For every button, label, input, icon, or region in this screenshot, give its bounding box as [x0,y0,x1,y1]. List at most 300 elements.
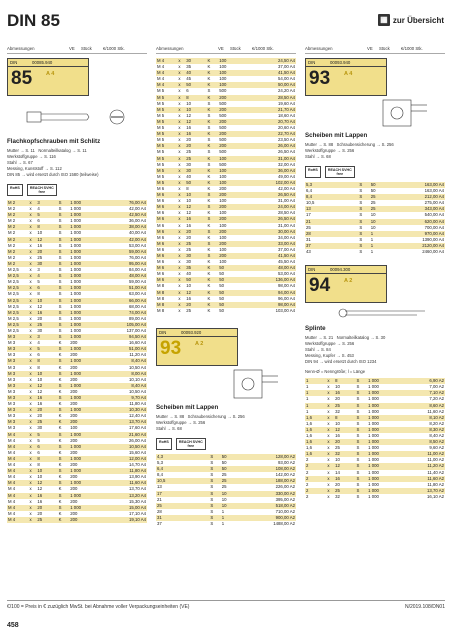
table-cell: 10 [36,377,57,383]
table-cell: S [58,212,70,218]
table-cell: S [58,334,70,340]
table-cell: 16 [36,401,57,407]
column-din85-cont [156,46,296,527]
table-cell: 9,70 A4 [98,395,147,401]
table-cell: 50 [218,277,247,283]
table-cell: 5,3 [305,182,358,188]
table-cell: 45 [185,76,206,82]
table-cell: S [209,503,220,509]
table-cell: 710,00 A2 [249,509,297,515]
table-cell: M 5 [156,180,177,186]
table-cell: 5 [36,212,57,218]
table-cell: x [177,277,185,283]
table-cell: x [177,113,185,119]
table-cell: 16 [334,390,355,396]
table-cell: 1 [305,403,326,409]
page-title: DIN 85 [7,11,60,30]
table-cell: 25 [36,517,57,523]
table-cell: M 2 [7,255,29,261]
table-cell: M 5 [156,101,177,107]
table-cell: 30 [185,168,206,174]
table-cell: M 5 [156,149,177,155]
table-cell: S [209,454,220,460]
table-cell: S [58,316,70,322]
table-cell: 100 [218,168,247,174]
table-cell: 8 [334,378,355,384]
table-cell: M 6 [156,253,177,259]
table-cell: 12 [334,427,355,433]
table-cell: 137,00 A4 [98,328,147,334]
table-cell: 500 [218,137,247,143]
table-cell: 620,00 A4 [398,219,446,225]
table-cell: 16 [185,296,206,302]
table-cell: M 6 [156,198,177,204]
table-cell: M 4 [7,505,29,511]
table-cell: x [29,358,37,364]
rohs-badge: RoHS [156,438,172,450]
table-cell: M 6 [156,210,177,216]
table-cell: 26,50 A4 [247,192,296,198]
table-cell: x [29,480,37,486]
table-cell: 66,00 A4 [98,298,147,304]
table-cell: x [29,243,37,249]
table-cell: 25 [36,255,57,261]
table-cell: 12 [185,204,206,210]
table-cell: 1 000 [69,444,98,450]
table-cell: 16,10 A2 [396,494,445,500]
table-cell: x [177,101,185,107]
table-cell: M 3 [7,389,29,395]
table-cell: 500 [218,125,247,131]
table-cell: S [209,491,220,497]
table-cell: M 5 [156,174,177,180]
table-cell: 200 [69,511,98,517]
table-cell: M 2,5 [7,328,29,334]
table-cell: 1 000 [367,415,396,421]
table-cell: 200 [69,413,98,419]
table-cell: x [177,290,185,296]
table-cell: x [29,212,37,218]
table-row [7,517,147,523]
table-cell: 6,90 A2 [396,378,445,384]
table-cell: 10 [334,457,355,463]
column-header: Abmessungen VE Stück €/1000 Stk. [156,46,296,54]
table-cell: S [358,219,369,225]
table-cell: 13,70 A4 [98,486,147,492]
table-cell: M 4 [7,438,29,444]
table-cell: 30 [185,162,206,168]
table-cell: K [207,156,219,162]
table-cell: x [177,198,185,204]
table-cell: x [326,427,334,433]
table-cell: 395,00 A2 [249,497,297,503]
table-cell: 40,00 A4 [98,230,147,236]
table-cell: 25 [370,194,398,200]
table-cell: 200 [69,352,98,358]
table-cell: 37 [156,521,209,527]
table-cell: 25 [334,488,355,494]
table-cell: 1 000 [69,237,98,243]
table-cell: 50 [185,180,206,186]
table-cell: 1 000 [69,291,98,297]
table-cell: M 5 [156,156,177,162]
table-cell: K [58,462,70,468]
table-cell: x [326,463,334,469]
table-cell: 1 [221,515,249,521]
table-cell: 1488,00 A2 [249,521,297,527]
washer-drawing [156,366,296,402]
table-cell: 16 [185,223,206,229]
table-cell: M 2 [7,249,29,255]
table-cell: x [326,384,334,390]
table-cell: 11,20 A2 [396,463,445,469]
table-cell: 45,50 A4 [247,259,296,265]
table-cell: 1 000 [367,421,396,427]
table-cell: x [29,432,37,438]
table-cell: S [207,113,219,119]
table-cell: 24,20 A4 [247,88,296,94]
table-cell: K [58,438,70,444]
table-cell: x [29,413,37,419]
table-cell: 41,50 A4 [247,70,296,76]
footer-note: €/100 = Preis in € zuzüglich MwSt. bei Abnahme voller Verpackungseinheiten (VE) [7,604,190,610]
table-cell: K [207,308,219,314]
table-cell: M 4 [7,450,29,456]
table-cell: 1 000 [367,482,396,488]
table-cell: 6 [36,444,57,450]
table-cell: 1 000 [69,480,98,486]
table-cell: 200 [69,499,98,505]
table-cell: 10 [185,101,206,107]
table-cell: S [358,188,369,194]
column-din93-94 [305,46,445,500]
table-cell: 2 [305,482,326,488]
table-cell: 20 [36,249,57,255]
table-cell: K [207,82,219,88]
table-cell: 2 [305,488,326,494]
table-cell: 13,90 A4 [98,474,147,480]
table-cell: 200 [218,143,247,149]
table-cell: x [29,237,37,243]
table-cell: 8 [185,186,206,192]
table-cell: x [29,401,37,407]
table-cell: 200 [69,419,98,425]
table-cell: 5 [36,432,57,438]
table-cell: 1 000 [69,206,98,212]
table-cell: K [58,340,70,346]
table-cell: 25 [185,241,206,247]
table-cell: S [355,494,367,500]
table-cell: x [29,365,37,371]
table-cell: 8 [36,365,57,371]
table-cell: x [177,168,185,174]
table-cell: 1 000 [69,298,98,304]
table-cell: 16 [36,493,57,499]
table-cell: S [207,241,219,247]
table-cell: x [29,322,37,328]
table-cell: S [355,445,367,451]
table-cell: M 3 [7,419,29,425]
compliance-badges [156,438,296,450]
table-cell: x [326,476,334,482]
table-cell: 12,00 A4 [98,456,147,462]
table-cell: 26,50 A4 [247,149,296,155]
product-table [305,182,445,255]
table-cell: 1 000 [69,322,98,328]
table-cell: 8,00 A4 [98,371,147,377]
table-cell: 6 [36,450,57,456]
table-cell: x [29,486,37,492]
table-cell: 37 [305,243,358,249]
table-cell: M 2 [7,218,29,224]
table-cell: K [207,302,219,308]
table-cell: 12,40 A4 [98,413,147,419]
table-cell: 100 [218,174,247,180]
table-cell: x [177,308,185,314]
screw-drawing-icon [7,96,147,136]
table-cell: S [355,433,367,439]
table-cell: 11,60 A4 [98,480,147,486]
table-cell: 1 000 [367,470,396,476]
table-cell: S [355,451,367,457]
table-cell: 1 000 [69,505,98,511]
table-cell: x [29,505,37,511]
table-cell: S [209,472,220,478]
table-cell: 16,60 A4 [98,340,147,346]
table-cell: S [207,216,219,222]
table-cell: 1 000 [367,396,396,402]
table-cell: 5 [36,438,57,444]
table-cell: S [358,206,369,212]
table-cell: 19,60 A4 [247,101,296,107]
table-cell: S [355,439,367,445]
table-cell: 76,00 A4 [98,255,147,261]
table-cell: 49,00 A4 [247,174,296,180]
table-cell: 84,00 A4 [98,267,147,273]
table-cell: 1 000 [367,476,396,482]
table-cell: 3 [36,334,57,340]
table-cell: 31 [305,237,358,243]
table-cell: M 3 [7,383,29,389]
table-cell: 102,00 A4 [247,180,296,186]
table-cell: 16 [36,243,57,249]
table-row [156,521,296,527]
table-cell: K [207,143,219,149]
table-cell: x [29,517,37,523]
table-cell: 1 [305,384,326,390]
table-cell: K [207,198,219,204]
table-cell: 12 [185,113,206,119]
table-cell: S [209,509,220,515]
overview-label: zur Übersicht [392,15,444,25]
table-cell: 32 [334,451,355,457]
table-cell: K [207,119,219,125]
table-cell: S [358,231,369,237]
table-cell: M 3 [7,413,29,419]
table-cell: M 5 [156,95,177,101]
table-cell: S [209,521,220,527]
table-cell: S [358,225,369,231]
table-cell: x [29,511,37,517]
table-cell: 51,00 A4 [98,346,147,352]
section-title: Scheiben mit Lappen [305,132,368,139]
table-cell: S [58,279,70,285]
table-cell: K [58,377,70,383]
table-cell: 24,00 A4 [247,204,296,210]
table-cell: 16 [36,395,57,401]
table-cell: 1 000 [69,304,98,310]
table-cell: M 3 [7,395,29,401]
table-cell: 96,00 A4 [247,296,296,302]
table-cell: x [177,82,185,88]
table-cell: 1 [370,243,398,249]
table-cell: 20 [334,439,355,445]
table-cell: K [207,265,219,271]
table-cell: 11,80 A4 [98,468,147,474]
table-cell: 15,60 A4 [98,450,147,456]
table-cell: M 2 [7,237,29,243]
table-cell: 25 [185,156,206,162]
table-cell: 2 [305,457,326,463]
table-cell: S [207,253,219,259]
table-cell: 50 [218,290,247,296]
table-cell: M 5 [156,107,177,113]
table-cell: 50 [185,82,206,88]
table-cell: x [29,383,37,389]
table-cell: 33,00 A4 [247,241,296,247]
table-cell: x [177,180,185,186]
table-cell: 8,4 [305,194,358,200]
table-cell: M 8 [156,296,177,302]
table-cell: S [355,470,367,476]
table-cell: 48,00 A4 [247,265,296,271]
table-cell: M 2,5 [7,291,29,297]
table-cell: M 4 [7,432,29,438]
table-cell: M 3 [7,407,29,413]
table-cell: M 2 [7,224,29,230]
overview-link[interactable] [378,14,444,26]
table-cell: 100 [218,156,247,162]
split-pin-icon [305,303,445,323]
table-cell: 16 [185,131,206,137]
table-cell: 200 [69,401,98,407]
table-cell: M 4 [7,486,29,492]
table-cell: K [207,296,219,302]
table-cell: x [177,76,185,82]
meta-list: Mutter → S. 11 Normalteilkatalog → S. 11 Werkstoffgruppe → S. 116 Stahl → S. 67 Messing, Kunststoff → S. 112 DIN 85 → wird ersetzt durch ISO 1580 (teilweise) [7,148,99,177]
table-cell: 100 [218,64,247,70]
table-cell: S [355,421,367,427]
table-cell: x [29,255,37,261]
table-cell: 50 [370,182,398,188]
table-cell: M 5 [156,162,177,168]
table-cell: x [177,283,185,289]
table-cell: 21 [305,219,358,225]
table-cell: 63,00 A4 [98,291,147,297]
table-cell: M 8 [156,283,177,289]
table-cell: S [358,194,369,200]
reach-badge: REACH SVHC free [325,166,355,178]
table-cell: 1 000 [69,395,98,401]
table-cell: 1,6 [305,439,326,445]
table-cell: 20 [334,482,355,488]
table-cell: 20,70 A4 [247,119,296,125]
table-cell: 50 [218,296,247,302]
table-cell: x [29,389,37,395]
table-cell: 200 [218,107,247,113]
table-cell: M 5 [156,131,177,137]
table-cell: K [58,413,70,419]
table-cell: 8,4 [156,472,209,478]
table-cell: M 4 [7,511,29,517]
table-cell: 1 000 [69,243,98,249]
table-cell: 200 [218,186,247,192]
table-cell: M 4 [7,474,29,480]
table-cell: S [358,182,369,188]
page-footer [7,600,445,610]
table-cell: K [58,389,70,395]
table-cell: M 5 [156,119,177,125]
table-cell: 25 [305,225,358,231]
table-cell: K [58,352,70,358]
table-cell: x [29,493,37,499]
table-cell: x [326,409,334,415]
table-cell: 10,5 [305,200,358,206]
table-cell: 1 [370,237,398,243]
table-cell: x [177,241,185,247]
table-cell: S [58,291,70,297]
table-cell: 12 [36,237,57,243]
table-cell: x [326,470,334,476]
table-cell: 19,10 A4 [98,517,147,523]
table-cell: x [177,156,185,162]
table-cell: x [326,433,334,439]
table-cell: M 2,5 [7,279,29,285]
table-cell: x [177,216,185,222]
table-cell: x [29,291,37,297]
table-cell: M 2,5 [7,322,29,328]
table-cell: 40 [185,271,206,277]
product-table [305,378,445,500]
table-cell: x [326,488,334,494]
table-cell: x [29,425,37,431]
table-cell: 1 000 [367,439,396,445]
table-cell: S [358,237,369,243]
table-cell: x [326,494,334,500]
table-cell: 32 [334,494,355,500]
table-cell: 100 [218,70,247,76]
table-cell: 6 [36,218,57,224]
table-cell: 42,00 A4 [247,186,296,192]
table-cell: 24,50 A4 [247,58,296,64]
table-cell: x [177,271,185,277]
table-cell: x [177,64,185,70]
table-cell: S [209,497,220,503]
table-cell: x [29,298,37,304]
table-cell: S [355,457,367,463]
table-cell: 100 [218,259,247,265]
table-cell: K [58,486,70,492]
table-cell: 50 [218,271,247,277]
footer-code: N/2019.108/DN01 [404,604,445,610]
table-cell: M 5 [156,125,177,131]
table-cell: 12 [36,304,57,310]
table-cell: x [29,474,37,480]
table-cell: 50 [221,460,249,466]
table-cell: 8,30 A2 [396,427,445,433]
table-cell: 1,6 [305,433,326,439]
table-cell: 12 [185,119,206,125]
